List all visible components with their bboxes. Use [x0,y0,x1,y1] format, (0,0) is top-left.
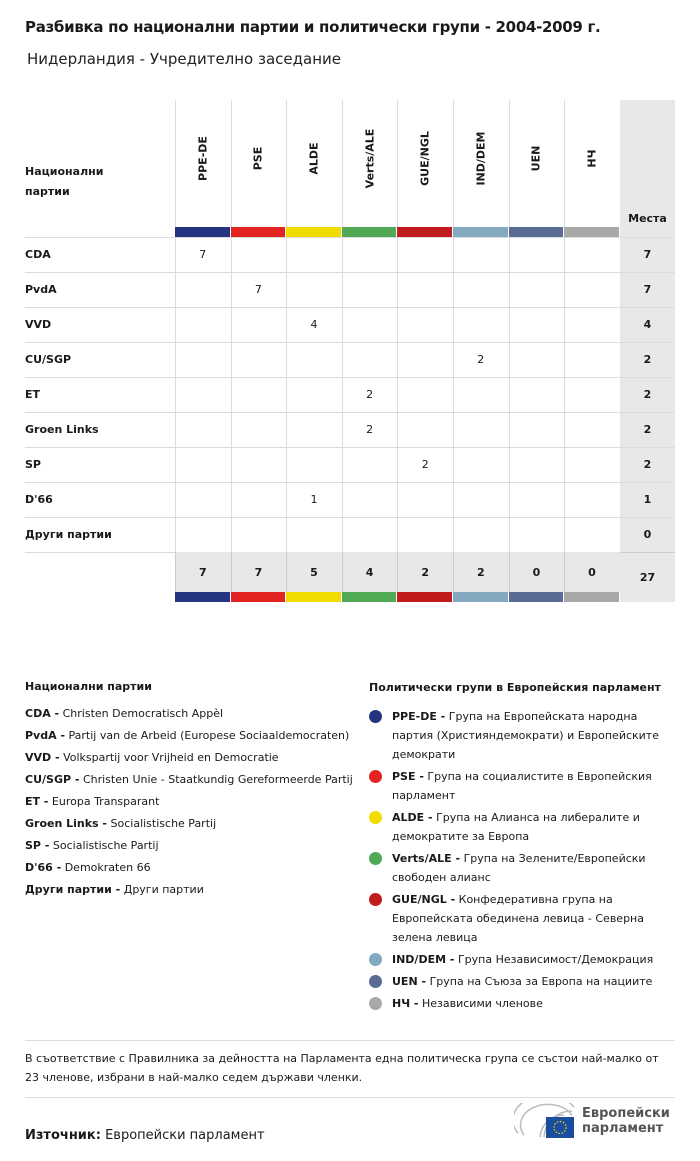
group-header: GUE/NGL [418,131,432,186]
group-abbr: UEN - [392,975,427,988]
group-total: 2 [476,565,485,579]
seat-count: 2 [421,458,429,471]
grand-total: 27 [639,570,656,584]
political-group-item [369,972,679,991]
group-header: UEN [529,145,543,172]
row-divider [25,517,675,518]
column-divider [453,237,454,552]
party-seats-total: 0 [643,528,652,541]
national-party-item [25,859,355,876]
party-seats-total: 2 [643,458,652,471]
ep-logo [514,1103,670,1139]
group-full-name: Група Независимост/Демокрация [457,953,654,966]
political-groups-heading: Политически групи в Европейския парламент [369,681,661,694]
total-color-bar [286,592,342,602]
parliament-hemicycle-icon [514,1103,576,1139]
group-header: PPE-DE [196,136,210,181]
group-description [392,767,679,805]
seat-count: 2 [366,423,374,436]
political-group-item [369,994,679,1013]
group-abbr: GUE/NGL - [392,893,456,906]
party-name: Groen Links [25,423,99,436]
national-party-item [25,793,355,810]
seat-count: 2 [366,388,374,401]
column-divider [564,237,565,552]
column-divider [175,237,176,552]
group-color-bar [175,227,231,237]
total-color-bar [509,592,565,602]
group-description [392,808,679,846]
logo-line1: Европейски [582,1106,670,1121]
group-color-dot-icon [369,893,382,906]
total-color-bar [564,592,620,602]
political-groups-legend [369,678,679,1016]
group-description [392,994,543,1013]
party-full-name: Europa Transparant [51,795,160,808]
party-full-name: Volkspartij voor Vrijheid en Democratie [63,751,279,764]
party-name: VVD [25,318,52,331]
group-color-dot-icon [369,975,382,988]
party-abbr: PvdA - [25,729,66,742]
party-full-name: Socialistische Partij [52,839,159,852]
column-divider [509,100,510,227]
political-group-item [369,808,679,846]
total-color-bar [397,592,453,602]
group-color-bar [564,227,620,237]
national-parties-heading: Национални партии [25,680,152,693]
party-abbr: Други партии - [25,883,121,896]
political-group-item [369,767,679,805]
group-abbr: ALDE - [392,811,433,824]
group-color-bar [453,227,509,237]
column-divider [509,237,510,552]
group-color-dot-icon [369,997,382,1010]
party-abbr: ET - [25,795,49,808]
group-description [392,950,653,969]
group-color-bar [397,227,453,237]
rules-note: В съответствие с Правилника за дейността на Парламента една политическа група се състои най-малко от 23 членове, избрани в най-малко седем държави членки. [25,1040,675,1098]
group-total: 7 [198,565,207,579]
group-header: PSE [251,146,265,171]
party-seats-total: 2 [643,423,652,436]
party-name: Други партии [25,528,112,541]
total-color-bar [453,592,509,602]
group-color-dot-icon [369,953,382,966]
party-abbr: CDA - [25,707,60,720]
party-full-name: Други партии [123,883,204,896]
seat-count: 7 [254,283,262,296]
party-full-name: Demokraten 66 [64,861,151,874]
column-divider [397,237,398,552]
party-seats-total: 7 [643,283,652,296]
party-full-name: Socialistische Partij [110,817,217,830]
national-party-item [25,771,355,788]
page-subtitle: Нидерландия - Учредително заседание [27,50,341,68]
group-header: Verts/ALE [363,128,377,189]
group-color-dot-icon [369,710,382,723]
party-name: SP [25,458,41,471]
political-group-item [369,707,679,764]
party-name: PvdA [25,283,57,296]
political-group-item [369,950,679,969]
party-name: CDA [25,248,51,261]
row-divider [25,237,675,238]
group-description [392,890,679,947]
seat-count: 4 [310,318,318,331]
group-full-name: Конфедеративна група на Европейската обединена левица - Северна зелена левица [392,893,644,944]
group-description [392,707,679,764]
group-total: 7 [254,565,263,579]
party-full-name: Partij van de Arbeid (Europese Sociaaldemocraten) [68,729,350,742]
seats-header: Места [628,212,667,225]
national-party-item [25,815,355,832]
source-value: Европейски парламент [105,1128,265,1143]
row-divider [25,342,675,343]
national-party-item [25,881,355,898]
group-abbr: IND/DEM - [392,953,455,966]
national-parties-legend [25,678,355,903]
party-seats-total: 2 [643,353,652,366]
column-divider [342,100,343,227]
party-seats-total: 1 [643,493,652,506]
group-header: IND/DEM [474,131,488,186]
group-full-name: Група на Зелените/Европейски свободен алианс [392,852,646,884]
group-color-dot-icon [369,811,382,824]
page-title: Разбивка по национални партии и политически групи - 2004-2009 г. [25,18,601,36]
national-party-item [25,705,355,722]
party-seats-total: 4 [643,318,652,331]
row-divider [25,307,675,308]
total-color-bar [231,592,287,602]
party-abbr: CU/SGP - [25,773,80,786]
party-name: CU/SGP [25,353,72,366]
row-divider [25,272,675,273]
seat-count: 1 [310,493,318,506]
seats-table [25,100,675,602]
row-header: Национални партии [25,165,104,198]
group-abbr: Verts/ALE - [392,852,461,865]
national-party-item [25,727,355,744]
party-abbr: VVD - [25,751,60,764]
group-color-bar [509,227,565,237]
political-group-item [369,890,679,947]
column-divider [564,100,565,227]
party-name: D'66 [25,493,53,506]
party-abbr: SP - [25,839,50,852]
group-color-dot-icon [369,770,382,783]
logo-line2: парламент [582,1121,664,1136]
column-divider [286,100,287,227]
group-total: 4 [365,565,374,579]
group-abbr: PPE-DE - [392,710,446,723]
row-divider [25,447,675,448]
group-description [392,972,652,991]
column-divider [397,100,398,227]
group-abbr: PSE - [392,770,424,783]
group-color-bar [286,227,342,237]
seat-count: 2 [477,353,485,366]
party-full-name: Christen Unie - Staatkundig Gereformeerde Partij [82,773,353,786]
row-divider [25,482,675,483]
party-full-name: Christen Democratisch Appèl [62,707,224,720]
party-name: ET [25,388,41,401]
seat-count: 7 [199,248,207,261]
group-header: НЧ [585,149,599,168]
source-label: Източник: [25,1128,101,1143]
total-color-bar [175,592,231,602]
group-color-bar [231,227,287,237]
group-color-dot-icon [369,852,382,865]
group-abbr: НЧ - [392,997,419,1010]
national-party-item [25,749,355,766]
group-full-name: Група на Европейската народна партия (Християндемократи) и Европейските демократи [392,710,659,761]
group-full-name: Независими членове [422,997,543,1010]
group-total: 5 [310,565,318,579]
party-seats-total: 7 [643,248,652,261]
national-party-item [25,837,355,854]
group-header: ALDE [307,142,321,175]
column-divider [175,100,176,227]
source [25,1128,265,1143]
group-total: 0 [588,565,596,579]
group-full-name: Група на социалистите в Европейския парламент [392,770,652,802]
group-total: 2 [421,565,430,579]
total-color-bar [342,592,398,602]
group-color-bar [342,227,398,237]
party-seats-total: 2 [643,388,652,401]
column-divider [453,100,454,227]
party-abbr: Groen Links - [25,817,108,830]
party-abbr: D'66 - [25,861,62,874]
group-full-name: Група на Алианса на либералите и демократите за Европа [392,811,640,843]
group-full-name: Група на Съюза за Европа на нациите [429,975,653,988]
group-description [392,849,679,887]
column-divider [231,100,232,227]
group-total: 0 [532,565,541,579]
political-group-item [369,849,679,887]
